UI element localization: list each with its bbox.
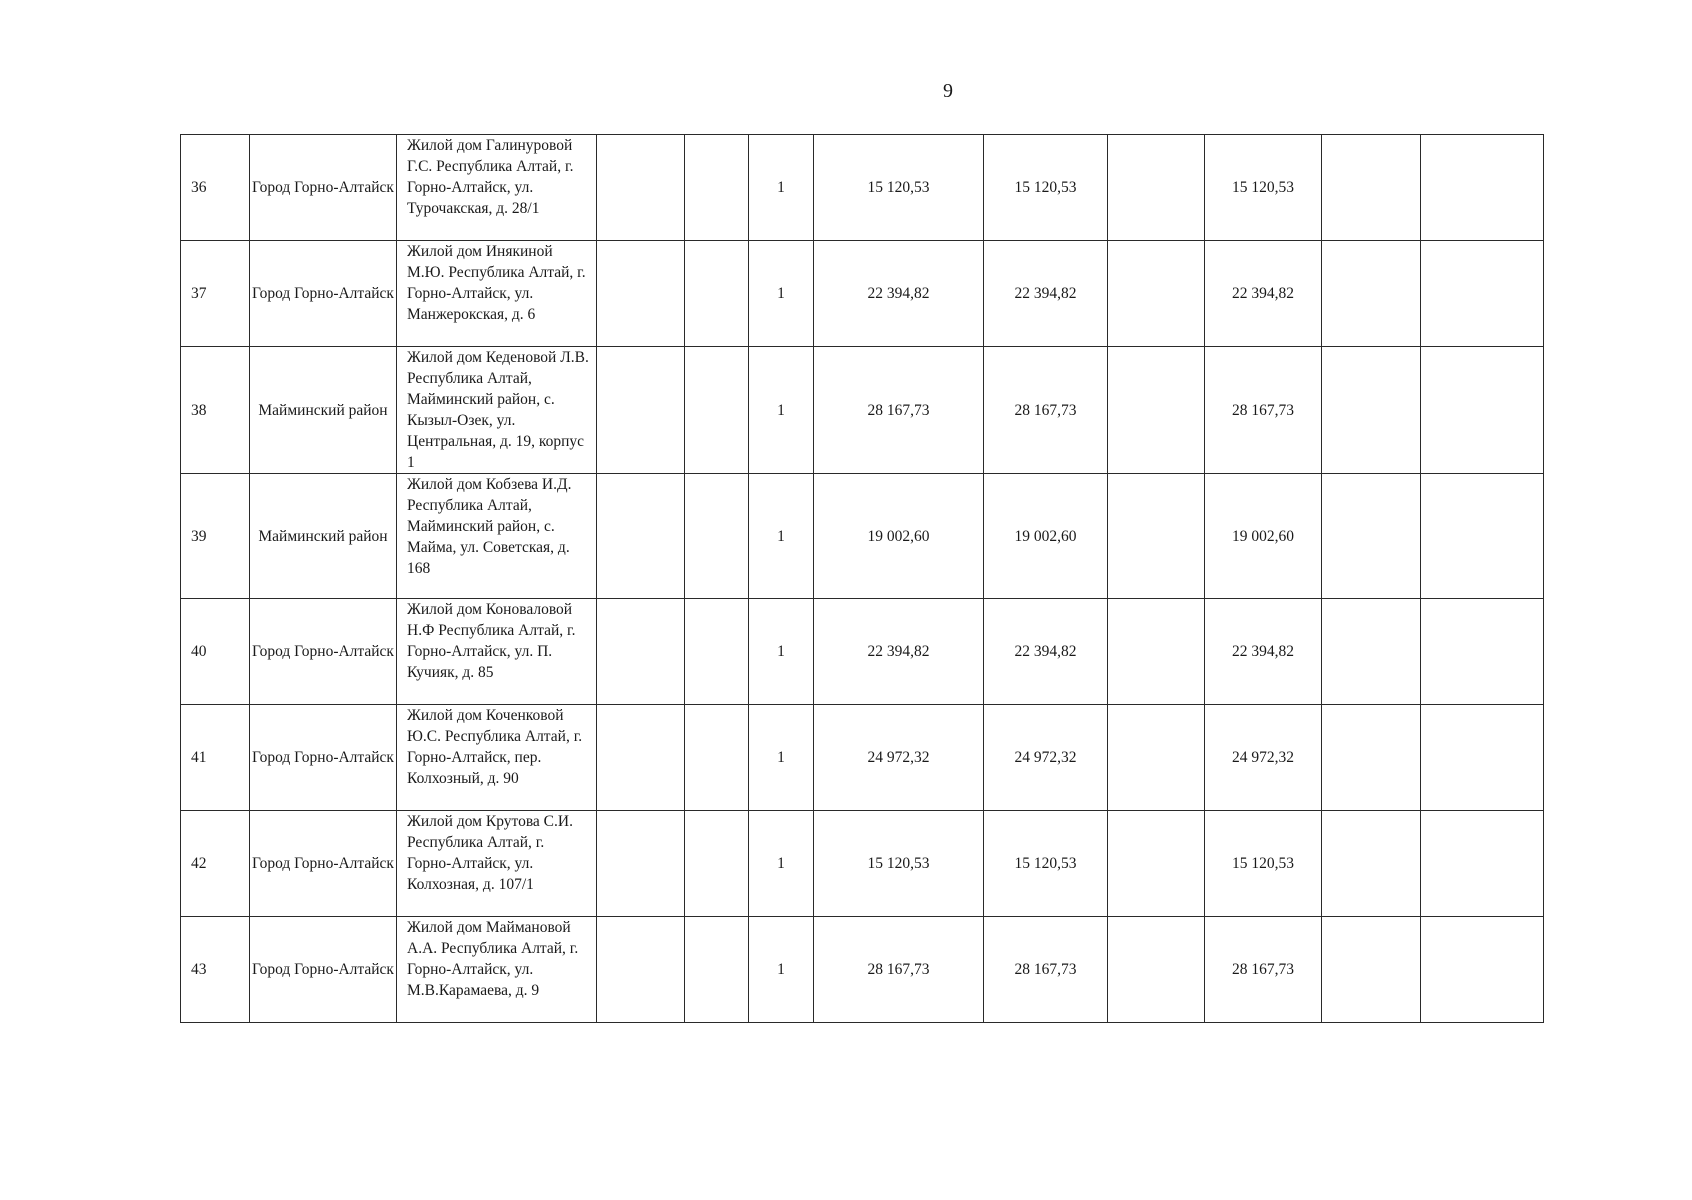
table-row-36 — [181, 135, 1544, 241]
empty-cell-11 — [1322, 811, 1421, 917]
total-amount-cell: 28 167,73 — [814, 347, 984, 474]
amount-a-cell: 15 120,53 — [984, 811, 1108, 917]
empty-cell-11 — [1322, 135, 1421, 241]
amount-b-cell: 22 394,82 — [1205, 241, 1322, 347]
count-cell: 1 — [749, 135, 814, 241]
empty-cell-12 — [1421, 599, 1544, 705]
empty-cell-5 — [685, 241, 749, 347]
page-number — [0, 80, 1692, 103]
empty-cell-12 — [1421, 135, 1544, 241]
table-row-41 — [181, 705, 1544, 811]
empty-cell-4 — [597, 474, 685, 599]
empty-cell-5 — [685, 599, 749, 705]
total-amount-cell: 22 394,82 — [814, 241, 984, 347]
empty-cell-12 — [1421, 241, 1544, 347]
total-amount-cell: 19 002,60 — [814, 474, 984, 599]
empty-cell-4 — [597, 241, 685, 347]
row-number-cell: 37 — [181, 241, 250, 347]
page-number-text: 9 — [943, 80, 953, 102]
empty-cell-4 — [597, 917, 685, 1023]
municipality-cell: Город Горно-Алтайск — [250, 241, 397, 347]
empty-cell-4 — [597, 135, 685, 241]
row-number-cell: 39 — [181, 474, 250, 599]
empty-cell-5 — [685, 917, 749, 1023]
municipality-cell: Город Горно-Алтайск — [250, 135, 397, 241]
empty-cell-5 — [685, 135, 749, 241]
amount-a-cell: 22 394,82 — [984, 241, 1108, 347]
empty-cell-9 — [1108, 917, 1205, 1023]
amount-b-cell: 22 394,82 — [1205, 599, 1322, 705]
row-number-cell: 40 — [181, 599, 250, 705]
amount-a-cell: 22 394,82 — [984, 599, 1108, 705]
count-cell: 1 — [749, 811, 814, 917]
object-address-cell: Жилой дом Кеденовой Л.В. Республика Алтай, Майминский район, с. Кызыл-Озек, ул. Центральная, д. 19, корпус 1 — [397, 347, 597, 474]
empty-cell-5 — [685, 474, 749, 599]
empty-cell-11 — [1322, 917, 1421, 1023]
object-address-cell: Жилой дом Коченковой Ю.С. Республика Алтай, г. Горно-Алтайск, пер. Колхозный, д. 90 — [397, 705, 597, 811]
empty-cell-9 — [1108, 347, 1205, 474]
count-cell: 1 — [749, 347, 814, 474]
amount-a-cell: 28 167,73 — [984, 347, 1108, 474]
empty-cell-4 — [597, 705, 685, 811]
empty-cell-12 — [1421, 474, 1544, 599]
amount-b-cell: 28 167,73 — [1205, 917, 1322, 1023]
empty-cell-11 — [1322, 705, 1421, 811]
amount-a-cell: 19 002,60 — [984, 474, 1108, 599]
object-address-cell: Жилой дом Инякиной М.Ю. Республика Алтай, г. Горно-Алтайск, ул. Манжерокская, д. 6 — [397, 241, 597, 347]
count-cell: 1 — [749, 705, 814, 811]
empty-cell-5 — [685, 347, 749, 474]
empty-cell-12 — [1421, 705, 1544, 811]
table-row-43 — [181, 917, 1544, 1023]
municipality-cell: Город Горно-Алтайск — [250, 917, 397, 1023]
table-body — [181, 135, 1544, 1023]
total-amount-cell: 22 394,82 — [814, 599, 984, 705]
table-row-42 — [181, 811, 1544, 917]
empty-cell-9 — [1108, 599, 1205, 705]
municipality-cell: Город Горно-Алтайск — [250, 705, 397, 811]
row-number-cell: 42 — [181, 811, 250, 917]
total-amount-cell: 15 120,53 — [814, 135, 984, 241]
empty-cell-12 — [1421, 347, 1544, 474]
count-cell: 1 — [749, 917, 814, 1023]
amount-a-cell: 15 120,53 — [984, 135, 1108, 241]
empty-cell-9 — [1108, 241, 1205, 347]
empty-cell-11 — [1322, 474, 1421, 599]
total-amount-cell: 28 167,73 — [814, 917, 984, 1023]
amount-b-cell: 28 167,73 — [1205, 347, 1322, 474]
municipality-cell: Город Горно-Алтайск — [250, 811, 397, 917]
row-number-cell: 43 — [181, 917, 250, 1023]
empty-cell-11 — [1322, 241, 1421, 347]
empty-cell-4 — [597, 811, 685, 917]
empty-cell-4 — [597, 347, 685, 474]
empty-cell-12 — [1421, 811, 1544, 917]
count-cell: 1 — [749, 474, 814, 599]
empty-cell-5 — [685, 811, 749, 917]
municipality-cell: Майминский район — [250, 474, 397, 599]
empty-cell-5 — [685, 705, 749, 811]
amount-b-cell: 15 120,53 — [1205, 811, 1322, 917]
row-number-cell: 38 — [181, 347, 250, 474]
empty-cell-11 — [1322, 599, 1421, 705]
row-number-cell: 41 — [181, 705, 250, 811]
amount-a-cell: 28 167,73 — [984, 917, 1108, 1023]
empty-cell-11 — [1322, 347, 1421, 474]
housing-table — [180, 134, 1544, 1023]
amount-b-cell: 15 120,53 — [1205, 135, 1322, 241]
empty-cell-9 — [1108, 811, 1205, 917]
empty-cell-9 — [1108, 474, 1205, 599]
object-address-cell: Жилой дом Галинуровой Г.С. Республика Алтай, г. Горно-Алтайск, ул. Турочакская, д. 28/1 — [397, 135, 597, 241]
row-number-cell: 36 — [181, 135, 250, 241]
municipality-cell: Город Горно-Алтайск — [250, 599, 397, 705]
municipality-cell: Майминский район — [250, 347, 397, 474]
table-row-38 — [181, 347, 1544, 474]
total-amount-cell: 15 120,53 — [814, 811, 984, 917]
empty-cell-12 — [1421, 917, 1544, 1023]
count-cell: 1 — [749, 241, 814, 347]
table-row-40 — [181, 599, 1544, 705]
table-row-37 — [181, 241, 1544, 347]
amount-b-cell: 19 002,60 — [1205, 474, 1322, 599]
amount-a-cell: 24 972,32 — [984, 705, 1108, 811]
empty-cell-9 — [1108, 135, 1205, 241]
object-address-cell: Жилой дом Крутова С.И. Республика Алтай, г. Горно-Алтайск, ул. Колхозная, д. 107/1 — [397, 811, 597, 917]
table-row-39 — [181, 474, 1544, 599]
object-address-cell: Жилой дом Кобзева И.Д. Республика Алтай, Майминский район, с. Майма, ул. Советская, д. 168 — [397, 474, 597, 599]
count-cell: 1 — [749, 599, 814, 705]
object-address-cell: Жилой дом Коноваловой Н.Ф Республика Алтай, г. Горно-Алтайск, ул. П. Кучияк, д. 85 — [397, 599, 597, 705]
empty-cell-4 — [597, 599, 685, 705]
total-amount-cell: 24 972,32 — [814, 705, 984, 811]
object-address-cell: Жилой дом Маймановой А.А. Республика Алтай, г. Горно-Алтайск, ул. М.В.Карамаева, д. 9 — [397, 917, 597, 1023]
empty-cell-9 — [1108, 705, 1205, 811]
amount-b-cell: 24 972,32 — [1205, 705, 1322, 811]
